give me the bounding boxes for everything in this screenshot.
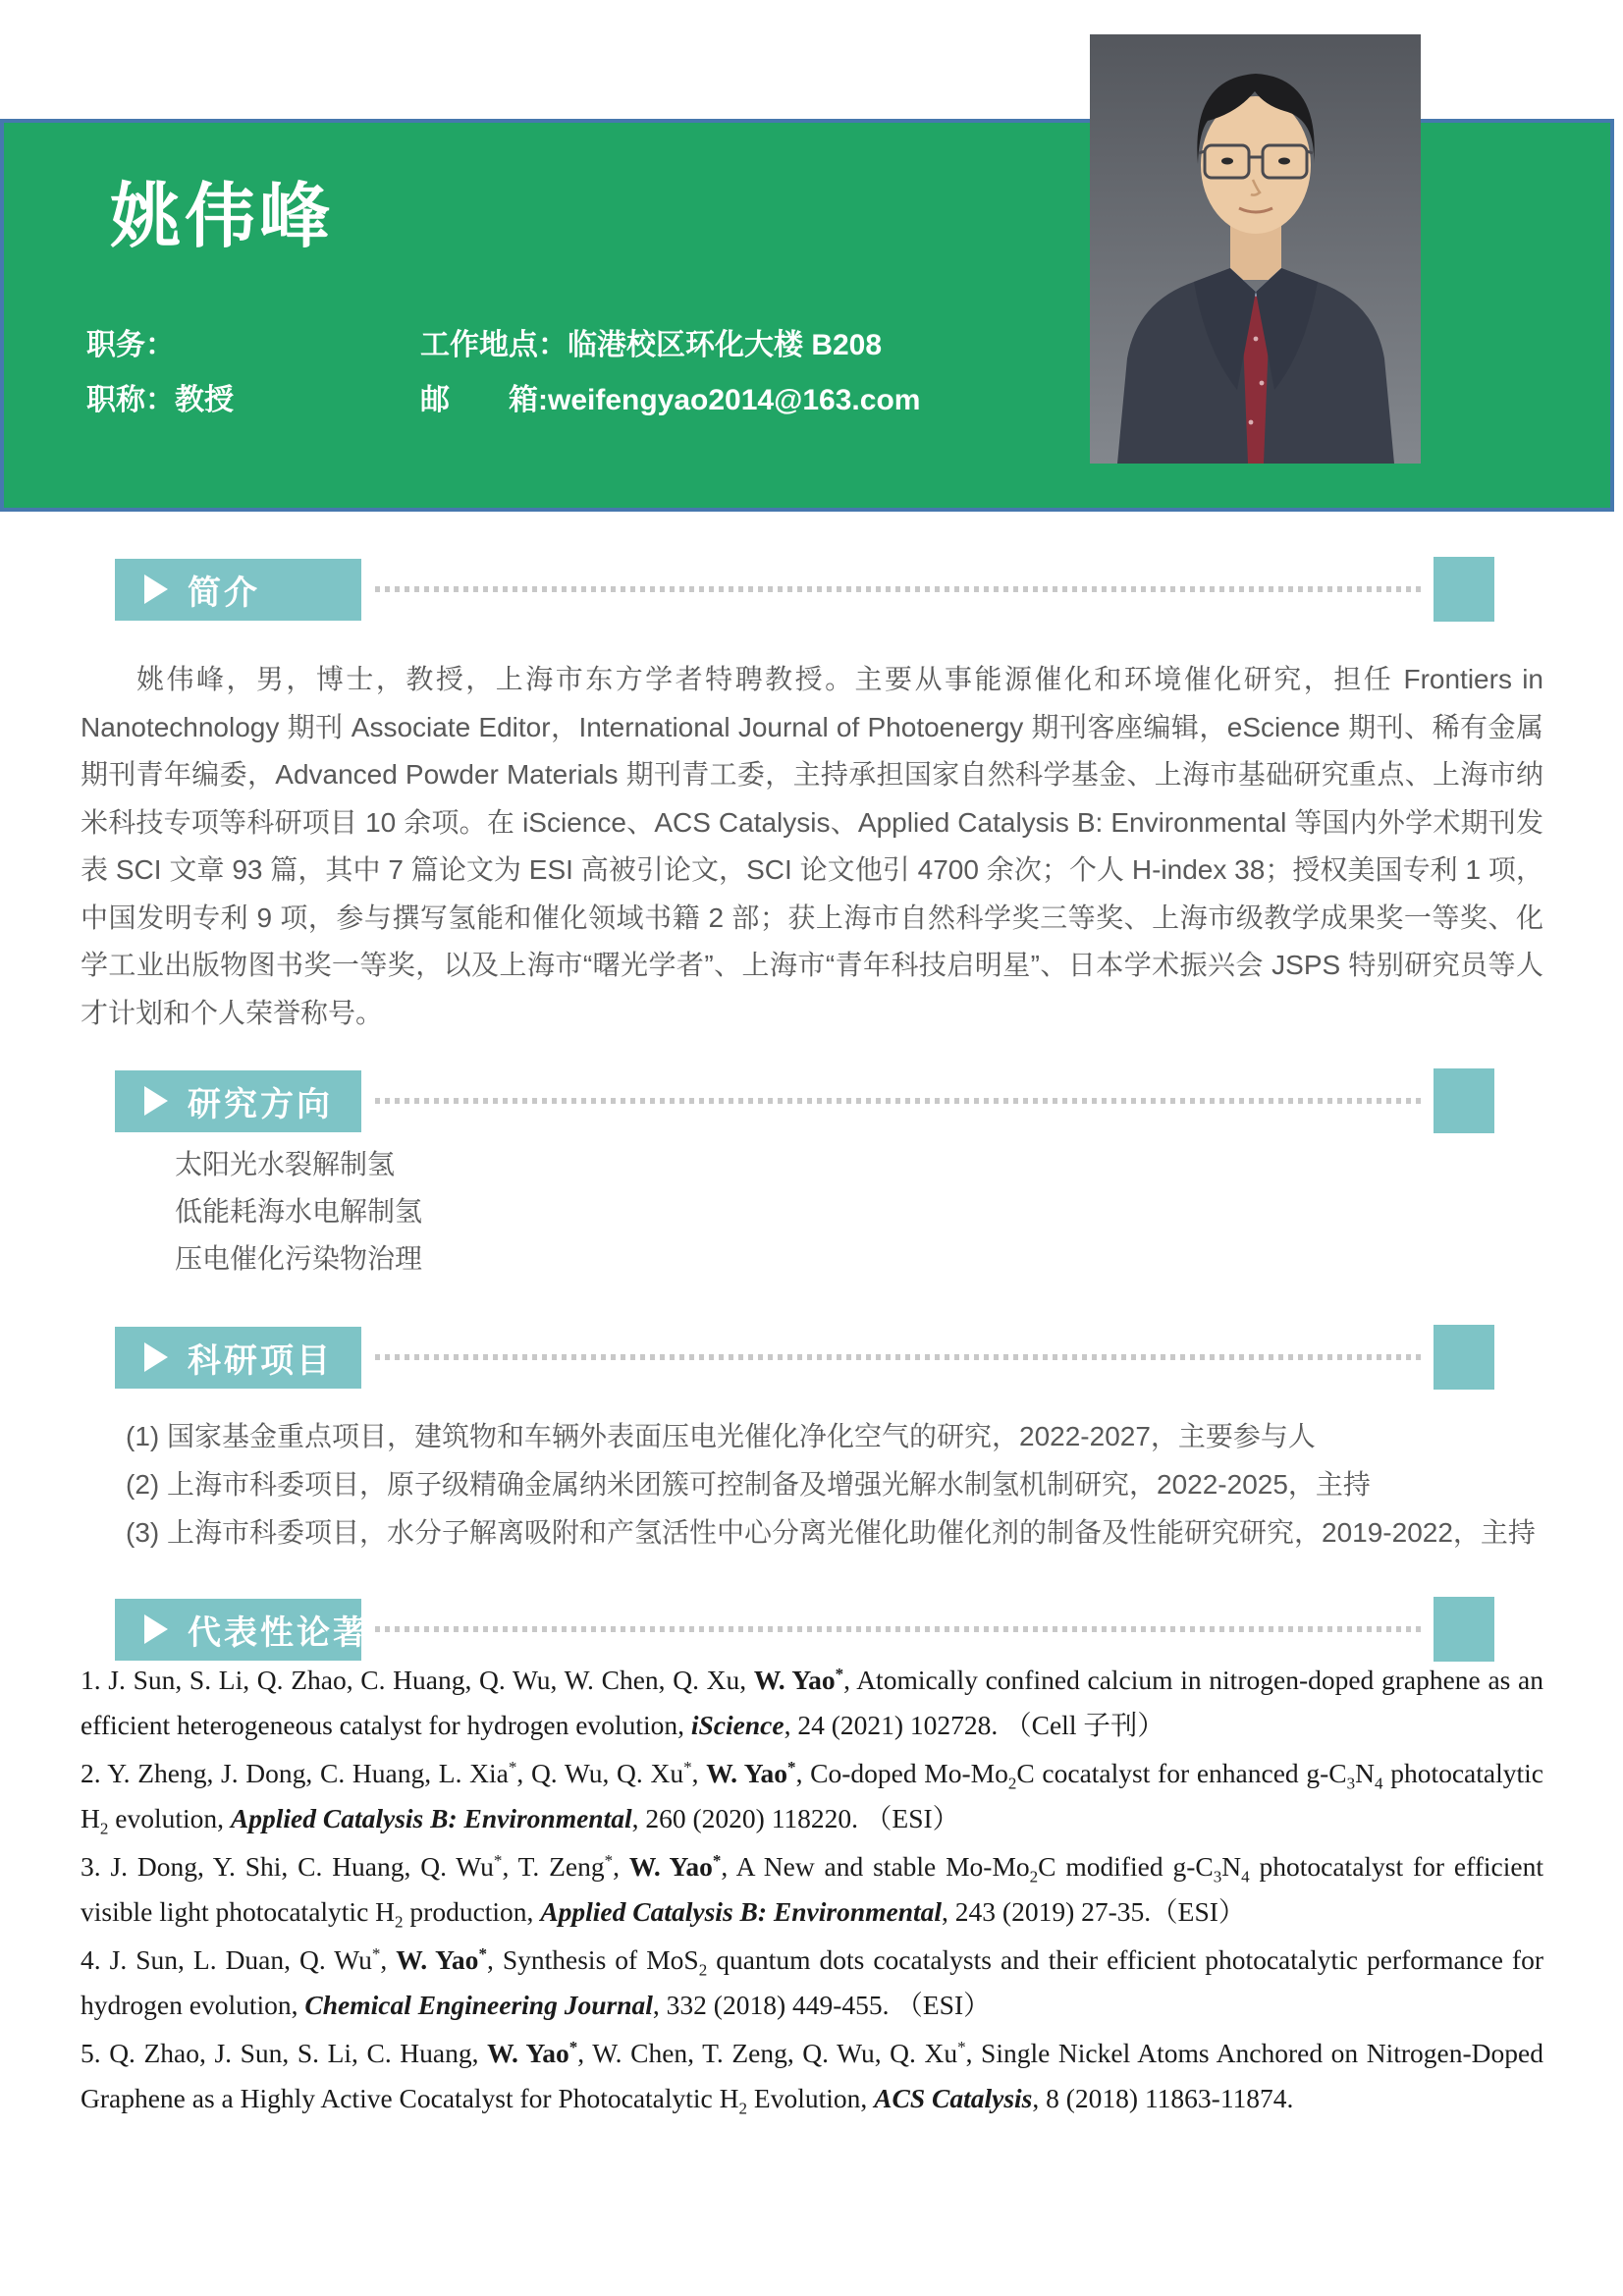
teal-end-square xyxy=(1434,1325,1494,1390)
research-direction-list xyxy=(175,1141,422,1283)
location-label: 工作地点： xyxy=(420,329,568,361)
email-label: 邮 箱: xyxy=(420,384,548,416)
publication-item: 4. J. Sun, L. Duan, Q. Wu*, W. Yao*, Synthesis of MoS$_2$ quantum dots cocatalysts and their efficient photocatalytic performance for hydrogen evolution, Chemical Engineering Journal, 332 (2018) 449-455. （ESI） xyxy=(81,1943,1544,2020)
title-label: 职称： xyxy=(86,384,175,416)
publications-header-box xyxy=(115,1599,369,1661)
section-header-projects xyxy=(115,1325,1494,1390)
play-triangle-icon xyxy=(144,574,168,604)
play-triangle-icon xyxy=(144,1342,168,1372)
dotted-divider xyxy=(375,1626,1424,1632)
intro-header-box xyxy=(115,559,361,621)
professor-name: 姚伟峰 xyxy=(110,178,335,256)
play-triangle-icon xyxy=(144,1614,168,1644)
research-direction-item: 低能耗海水电解制氢 xyxy=(175,1196,423,1227)
section-header-research xyxy=(115,1068,1494,1133)
projects-header-box xyxy=(115,1327,361,1389)
teal-end-square xyxy=(1434,557,1494,622)
publications-section-title: 代表性论著 xyxy=(188,1613,369,1652)
email-value: weifengyao2014@163.com xyxy=(548,384,921,416)
research-direction-item: 压电催化污染物治理 xyxy=(175,1243,423,1274)
dotted-divider xyxy=(375,586,1424,592)
header-info xyxy=(86,329,1068,439)
dotted-divider xyxy=(375,1098,1424,1104)
section-header-intro xyxy=(115,557,1494,622)
publication-item: 2. Y. Zheng, J. Dong, C. Huang, L. Xia*, Q. Wu, Q. Xu*, W. Yao*, Co-doped $Mo-Mo_2C$ cocatalyst for enhanced $g-C_3N_4$ photocatalytic $H_2$ evolution, Applied Catalysis B: Environmental, 260 (2020) 118220. （ESI） xyxy=(81,1757,1543,1838)
publication-item: 3. J. Dong, Y. Shi, C. Huang, Q. Wu*, T. Zeng*, W. Yao*, A New and stable $Mo-Mo_2C$ modified $g-C_3N_4$ photocatalyst for efficient visible light photocatalytic $H_2$ production, Applied Catalysis B: Environmental, 243 (2019) 27-35.（ESI） xyxy=(81,1850,1543,1932)
section-header-publications xyxy=(115,1597,1494,1662)
info-row-2 xyxy=(86,384,1068,417)
publication-item: 5. Q. Zhao, J. Sun, S. Li, C. Huang, W. Yao*, W. Chen, T. Zeng, Q. Wu, Q. Xu*, Single Nickel Atoms Anchored on Nitrogen-Doped Graphene as a Highly Active Cocatalyst for Photocatalytic $H_2$ Evolution, ACS Catalysis, 8 (2018) 11863-11874. xyxy=(81,2037,1543,2118)
project-item: (3) 上海市科委项目，水分子解离吸附和产氢活性中心分离光催化助催化剂的制备及性能研究研究，2019-2022，主持 xyxy=(126,1517,1536,1548)
research-header-box xyxy=(115,1070,361,1132)
profile-photo xyxy=(1090,34,1421,464)
projects-list xyxy=(126,1412,1544,1557)
title-value: 教授 xyxy=(175,384,234,416)
dotted-divider xyxy=(375,1354,1424,1360)
intro-section-title: 简介 xyxy=(188,574,260,612)
info-row-1 xyxy=(86,329,1068,362)
play-triangle-icon xyxy=(144,1086,168,1116)
project-item: (1) 国家基金重点项目，建筑物和车辆外表面压电光催化净化空气的研究，2022-2027，主要参与人 xyxy=(126,1421,1316,1451)
teal-end-square xyxy=(1434,1597,1494,1662)
publications-list xyxy=(81,1658,1543,2124)
position-label: 职务： xyxy=(86,329,175,361)
location-value: 临港校区环化大楼 B208 xyxy=(568,329,883,361)
intro-paragraph: 姚伟峰，男，博士，教授，上海市东方学者特聘教授。主要从事能源催化和环境催化研究，担任 Frontiers in Nanotechnology 期刊 Associate Editor，International Journal of Photoenergy 期刊客座编辑，eScience 期刊、稀有金属期刊青年编委，Advanced Powder Materials 期刊青工委，主持承担国家自然科学基金、上海市基础研究重点、上海市纳米科技专项等科研项目 10 余项。在 iScience、ACS Catalysis、Applied Catalysis B: Environmental 等国内外学术期刊发表 SCI 文章 93 篇，其中 7 篇论文为 ESI 高被引论文，SCI 论文他引 4700 余次；个人 H-index 38；授权美国专利 1 项，中国发明专利 9 项，参与撰写氢能和催化领域书籍 2 部；获上海市自然科学奖三等奖、上海市级教学成果奖一等奖、化学工业出版物图书奖一等奖，以及上海市“曙光学者”、上海市“青年科技启明星”、日本学术振兴会 JSPS 特别研究员等人才计划和个人荣誉称号。 xyxy=(81,664,1543,1028)
project-item: (2) 上海市科委项目，原子级精确金属纳米团簇可控制备及增强光解水制氢机制研究，2022-2025，主持 xyxy=(126,1469,1371,1500)
projects-section-title: 科研项目 xyxy=(188,1341,333,1380)
portrait-illustration xyxy=(1090,34,1421,464)
teal-end-square xyxy=(1434,1068,1494,1133)
research-direction-item: 太阳光水裂解制氢 xyxy=(175,1149,396,1179)
research-section-title: 研究方向 xyxy=(188,1085,333,1123)
publication-item: 1. J. Sun, S. Li, Q. Zhao, C. Huang, Q. Wu, W. Chen, Q. Xu, W. Yao*, Atomically confined calcium in nitrogen-doped graphene as an efficient heterogeneous catalyst for hydrogen evolution, iScience, 24 (2021) 102728. （Cell 子刊） xyxy=(81,1664,1543,1740)
